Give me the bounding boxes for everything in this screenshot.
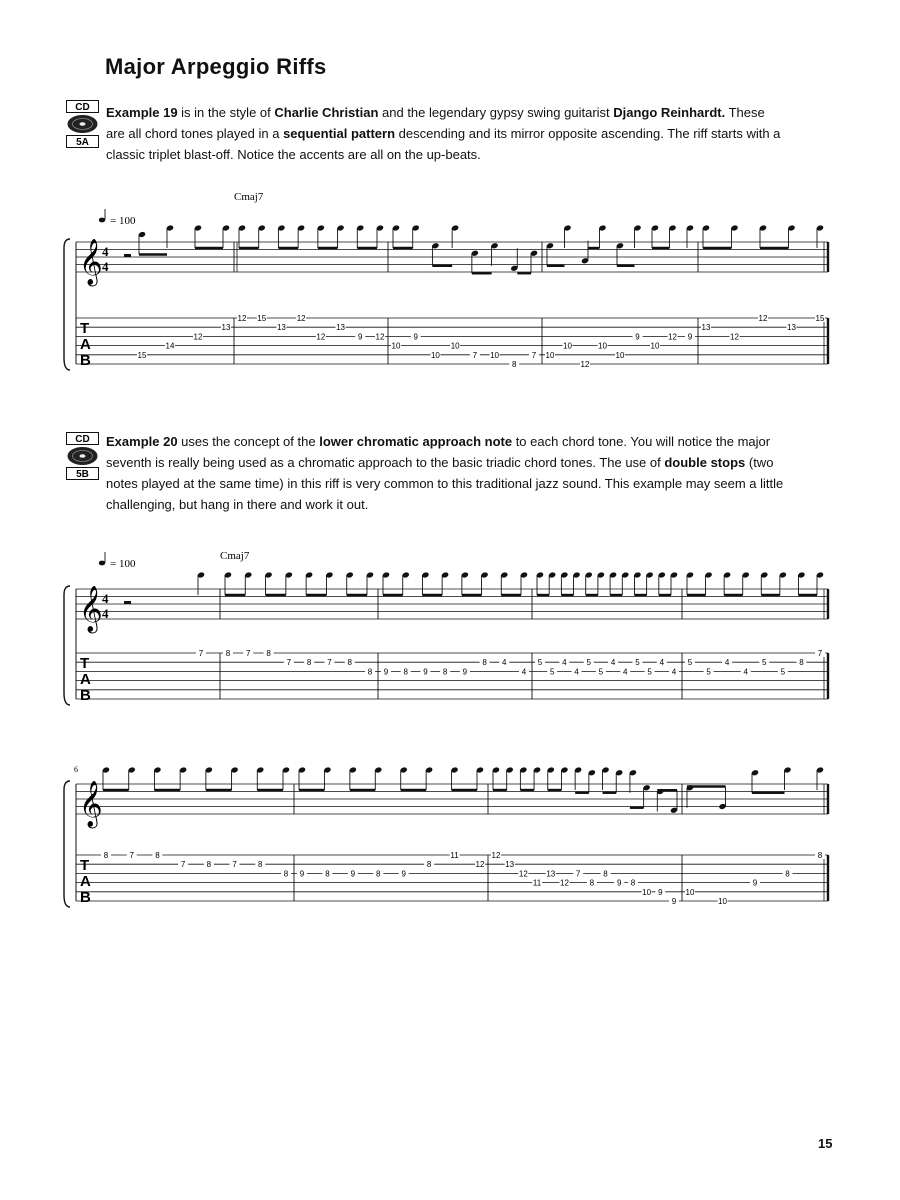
tab-fret-number: 12	[730, 332, 739, 342]
tab-fret-number: 9	[299, 869, 305, 879]
tab-fret-number: 10	[545, 350, 555, 360]
tab-fret-number: 5	[706, 667, 711, 677]
tab-fret-number: 4	[562, 658, 567, 668]
time-signature: 4	[102, 259, 109, 274]
tab-fret-number: 8	[258, 860, 263, 870]
tab-fret-number: 11	[450, 851, 459, 860]
tab-fret-number: 13	[221, 323, 231, 333]
half-rest-icon	[124, 601, 131, 604]
tab-fret-number: 7	[129, 851, 134, 860]
cd-track-number: 5A	[76, 137, 89, 148]
tab-label-b: B	[80, 687, 91, 704]
tab-fret-number: 9	[350, 869, 356, 879]
tab-fret-number: 13	[546, 869, 556, 879]
text-run: lower chromatic approach note	[319, 434, 513, 449]
tab-fret-number: 10	[642, 887, 652, 897]
tab-fret-number: 4	[623, 667, 628, 677]
example-19-notation	[62, 190, 838, 390]
tab-fret-number: 13	[336, 323, 346, 333]
tab-fret-number: 10	[490, 350, 500, 360]
tab-fret-number: 4	[659, 658, 665, 668]
tab-fret-number: 7	[180, 860, 186, 870]
tab-fret-number: 10	[430, 350, 440, 360]
tab-label-a: A	[80, 671, 91, 688]
tab-fret-number: 9	[413, 332, 418, 342]
tab-fret-number: 8	[347, 658, 352, 668]
tab-fret-number: 12	[237, 314, 247, 323]
tab-fret-number: 5	[687, 658, 693, 668]
tab-fret-number: 9	[462, 667, 468, 677]
half-rest-icon	[124, 254, 131, 257]
tab-fret-number: 5	[549, 667, 555, 677]
tab-fret-number: 7	[472, 350, 478, 360]
chord-symbol: Cmaj7	[220, 550, 250, 562]
text-run: double stops	[664, 455, 746, 470]
tab-fret-number: 12	[316, 332, 326, 342]
tab-fret-number: 9	[635, 332, 640, 342]
tab-fret-number: 15	[815, 314, 825, 323]
time-signature: 4	[102, 606, 109, 621]
cd-label: CD	[75, 434, 90, 445]
tab-fret-number: 12	[193, 332, 203, 342]
tab-fret-number: 7	[232, 860, 237, 870]
tab-fret-number: 8	[103, 851, 109, 860]
tab-fret-number: 7	[327, 658, 332, 668]
tab-fret-number: 5	[780, 667, 786, 677]
page-title: Major Arpeggio Riffs	[105, 54, 327, 79]
tab-label-b: B	[80, 889, 91, 906]
tab-fret-number: 12	[518, 869, 528, 879]
tab-fret-number: 9	[383, 667, 389, 677]
tab-fret-number: 8	[799, 658, 804, 668]
tab-fret-number: 9	[671, 897, 677, 906]
tab-fret-number: 8	[325, 869, 330, 879]
time-signature: 4	[102, 591, 109, 606]
tab-fret-number: 13	[787, 323, 796, 333]
tab-fret-number: 9	[401, 869, 406, 879]
quarter-note-icon	[99, 561, 105, 566]
tab-fret-number: 8	[442, 667, 448, 677]
chord-symbol: Cmaj7	[234, 191, 264, 203]
tab-fret-number: 9	[423, 667, 428, 677]
tab-fret-number: 13	[276, 323, 286, 333]
tab-fret-number: 4	[610, 658, 616, 668]
page-number: 15	[818, 1136, 833, 1151]
tab-fret-number: 10	[685, 887, 695, 897]
tab-fret-number: 4	[521, 667, 527, 677]
tab-fret-number: 7	[286, 658, 292, 668]
tab-fret-number: 5	[598, 667, 604, 677]
example-20-description	[106, 431, 786, 515]
tab-fret-number: 12	[668, 332, 677, 342]
treble-clef-icon: 𝄞	[79, 239, 103, 285]
cd-track-icon	[66, 100, 99, 148]
tab-fret-number: 13	[701, 323, 711, 333]
tab-fret-number: 8	[306, 658, 312, 668]
tab-fret-number: 11	[532, 878, 542, 888]
tab-label-t: T	[80, 655, 90, 672]
tab-fret-number: 7	[817, 649, 823, 658]
tab-fret-number: 12	[491, 851, 501, 860]
tab-fret-number: 10	[718, 897, 727, 906]
system-brace	[64, 781, 70, 907]
tab-label-t: T	[80, 320, 90, 337]
tab-fret-number: 8	[482, 658, 487, 668]
text-run: sequential pattern	[283, 126, 396, 141]
example-20-notation-line-1	[62, 545, 838, 725]
system-brace	[64, 586, 70, 705]
tab-fret-number: 10	[650, 341, 660, 351]
tab-fret-number: 9	[658, 887, 663, 897]
text-run: to each chord tone. You will notice the major seventh is really being used as a chromatic approach to the basic triadic chord tones. The use of	[106, 434, 771, 470]
text-run: Example 20	[106, 434, 178, 449]
tab-fret-number: 14	[165, 341, 175, 351]
treble-clef-icon: 𝄞	[79, 781, 103, 827]
tab-label-b: B	[80, 352, 91, 369]
tab-fret-number: 9	[358, 332, 363, 342]
text-run: Example 19	[106, 105, 178, 120]
tab-fret-number: 8	[785, 869, 790, 879]
tab-fret-number: 12	[560, 878, 569, 888]
text-run: descending and its mirror opposite ascending. The riff starts with a classic triplet blast-off. Notice the accents are all on the up-beats.	[106, 126, 781, 162]
tab-fret-number: 5	[647, 667, 652, 677]
tab-label-a: A	[80, 336, 91, 353]
text-run: Charlie Christian	[274, 105, 379, 120]
tab-fret-number: 10	[598, 341, 607, 351]
tempo-marking: = 100	[110, 215, 136, 227]
tab-label-t: T	[80, 857, 90, 874]
tab-fret-number: 10	[450, 341, 460, 351]
tab-fret-number: 5	[762, 658, 767, 668]
tab-fret-number: 8	[403, 667, 408, 677]
tab-fret-number: 7	[531, 350, 537, 360]
tab-fret-number: 12	[758, 314, 768, 323]
tab-fret-number: 15	[137, 350, 147, 360]
tab-fret-number: 8	[155, 851, 160, 860]
tab-fret-number: 8	[283, 869, 289, 879]
text-run: (two notes played at the same time) in this riff is very common to this traditional jazz sound. This example may seem a little challenging, but hang in there and work it out.	[106, 455, 784, 512]
tab-fret-number: 8	[426, 860, 432, 870]
tab-fret-number: 8	[376, 869, 381, 879]
tab-fret-number: 4	[574, 667, 579, 677]
tempo-marking: = 100	[110, 558, 136, 570]
tab-fret-number: 4	[724, 658, 730, 668]
tab-fret-number: 12	[296, 314, 306, 323]
text-run: is in the style of	[177, 105, 275, 120]
text-run: uses the concept of the	[177, 434, 320, 449]
tab-fret-number: 12	[580, 360, 590, 369]
tab-fret-number: 8	[630, 878, 636, 888]
time-signature: 4	[102, 244, 109, 259]
tab-fret-number: 8	[512, 360, 517, 369]
tab-fret-number: 5	[635, 658, 640, 668]
cd-track-icon	[66, 432, 99, 480]
tab-fret-number: 10	[563, 341, 572, 351]
tab-fret-number: 10	[391, 341, 401, 351]
tab-fret-number: 8	[225, 649, 231, 658]
example-19-description	[106, 102, 786, 165]
tab-fret-number: 8	[589, 878, 595, 888]
tab-fret-number: 8	[367, 667, 373, 677]
text-run: These are all chord tones played in a	[106, 105, 765, 141]
cd-label: CD	[75, 102, 90, 113]
tab-fret-number: 13	[505, 860, 515, 870]
tab-fret-number: 5	[586, 658, 591, 668]
tab-fret-number: 4	[671, 667, 677, 677]
tab-fret-number: 8	[817, 851, 823, 860]
tab-fret-number: 9	[687, 332, 693, 342]
text-run: Django Reinhardt.	[613, 105, 726, 120]
tab-fret-number: 4	[743, 667, 748, 677]
cd-track-number: 5B	[76, 469, 89, 480]
tab-fret-number: 8	[206, 860, 212, 870]
treble-clef-icon: 𝄞	[79, 586, 103, 632]
tab-fret-number: 7	[198, 649, 204, 658]
text-run: and the legendary gypsy swing guitarist	[378, 105, 614, 120]
tab-fret-number: 12	[475, 860, 485, 870]
tab-fret-number: 5	[537, 658, 543, 668]
tab-fret-number: 7	[246, 649, 251, 658]
tab-fret-number: 9	[617, 878, 622, 888]
quarter-note-icon	[99, 218, 105, 223]
tab-fret-number: 10	[615, 350, 625, 360]
tab-fret-number: 8	[603, 869, 608, 879]
system-brace	[64, 239, 70, 370]
tab-fret-number: 8	[266, 649, 271, 658]
tab-fret-number: 7	[575, 869, 581, 879]
example-20-notation-line-2	[62, 758, 838, 928]
measure-number: 6	[74, 765, 78, 774]
tab-fret-number: 12	[375, 332, 385, 342]
tab-fret-number: 15	[257, 314, 267, 323]
tab-fret-number: 9	[752, 878, 758, 888]
tab-fret-number: 4	[502, 658, 507, 668]
tab-label-a: A	[80, 873, 91, 890]
